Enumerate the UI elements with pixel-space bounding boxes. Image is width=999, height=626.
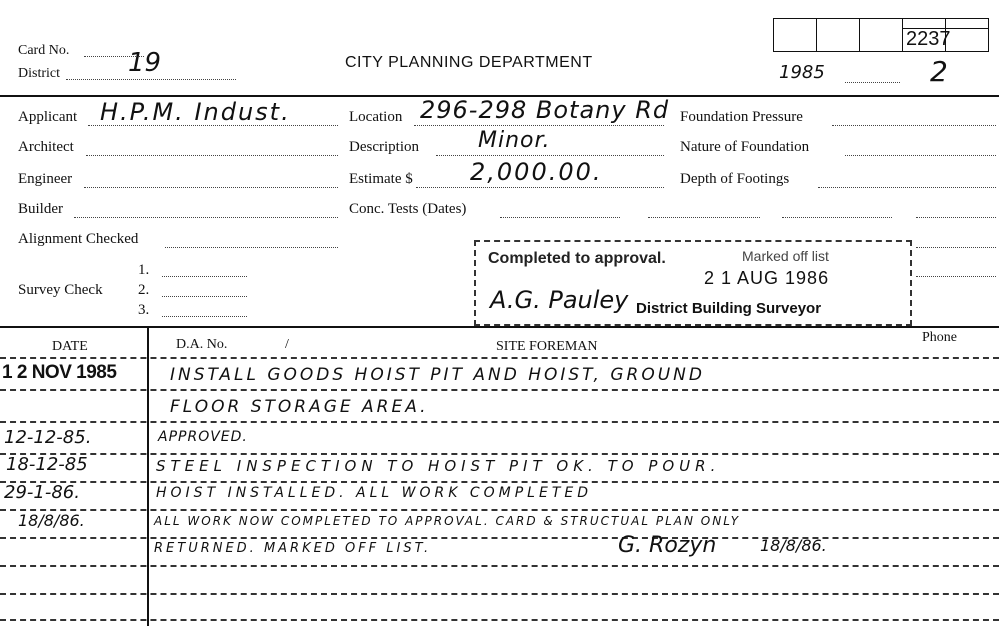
page-title: CITY PLANNING DEPARTMENT — [345, 54, 593, 71]
site-foreman-header: SITE FOREMAN — [496, 339, 598, 354]
entry-text-1: INSTALL GOODS HOIST PIT AND HOIST, GROUND — [170, 365, 705, 385]
architect-label: Architect — [18, 139, 74, 155]
entry-date-3: 12-12-85. — [4, 427, 92, 448]
card-no-label: Card No. — [18, 43, 70, 58]
stamp-signature: A.G. Pauley — [490, 286, 629, 314]
location-label: Location — [349, 109, 403, 125]
entry-date-1: 1 2 NOV 1985 — [2, 362, 117, 383]
alignment-label: Alignment Checked — [18, 231, 139, 247]
entry-date-4: 18-12-85 — [6, 454, 88, 475]
entry-text-5: HOIST INSTALLED. ALL WORK COMPLETED — [156, 485, 593, 501]
stamp-surveyor-text: District Building Surveyor — [636, 300, 822, 317]
builder-label: Builder — [18, 201, 63, 217]
nature-of-foundation-label: Nature of Foundation — [680, 139, 810, 155]
entry-text-2: FLOOR STORAGE AREA. — [170, 397, 429, 417]
phone-header: Phone — [922, 330, 957, 345]
approval-stamp — [474, 240, 912, 326]
card-seq: 2 — [930, 55, 948, 88]
description-label: Description — [349, 139, 419, 155]
district-value: 19 — [128, 48, 162, 78]
depth-of-footings-label: Depth of Footings — [680, 171, 790, 187]
entry-text-6: ALL WORK NOW COMPLETED TO APPROVAL. CARD & STRUCTUAL PLAN ONLY — [154, 514, 741, 528]
survey-item-2: 2. — [138, 282, 150, 298]
stamp-marked-off-text: Marked off list — [742, 248, 829, 264]
stamp-completed-text: Completed to approval. — [488, 250, 666, 267]
stamp-date: 2 1 AUG 1986 — [704, 268, 830, 288]
signoff-date: 18/8/86. — [760, 536, 827, 555]
location-value: 296-298 Botany Rd — [420, 96, 670, 124]
entry-date-6: 18/8/86. — [18, 511, 85, 530]
engineer-label: Engineer — [18, 171, 73, 187]
da-no-header: D.A. No. — [176, 337, 228, 352]
entry-text-4: STEEL INSPECTION TO HOIST PIT OK. TO POUR. — [156, 457, 721, 475]
card-number: 2237 — [906, 28, 951, 50]
foundation-pressure-label: Foundation Pressure — [680, 109, 803, 125]
district-label: District — [18, 66, 60, 81]
applicant-value: H.P.M. Indust. — [100, 98, 291, 126]
entry-text-3: APPROVED. — [158, 429, 248, 445]
estimate-value: 2,000.00. — [470, 158, 603, 186]
da-no-slash: / — [285, 337, 289, 352]
conc-tests-label: Conc. Tests (Dates) — [349, 201, 467, 217]
signoff-signature: G. Rozyn — [618, 533, 717, 558]
survey-item-1: 1. — [138, 262, 150, 278]
date-header: DATE — [52, 339, 88, 354]
entry-date-5: 29-1-86. — [4, 482, 80, 503]
applicant-label: Applicant — [18, 109, 78, 125]
survey-label: Survey Check — [18, 282, 103, 298]
description-value: Minor. — [478, 128, 551, 153]
estimate-label: Estimate $ — [349, 171, 413, 187]
entry-text-7: RETURNED. MARKED OFF LIST. — [154, 541, 432, 556]
year-value: 1985 — [779, 62, 825, 83]
survey-item-3: 3. — [138, 302, 150, 318]
